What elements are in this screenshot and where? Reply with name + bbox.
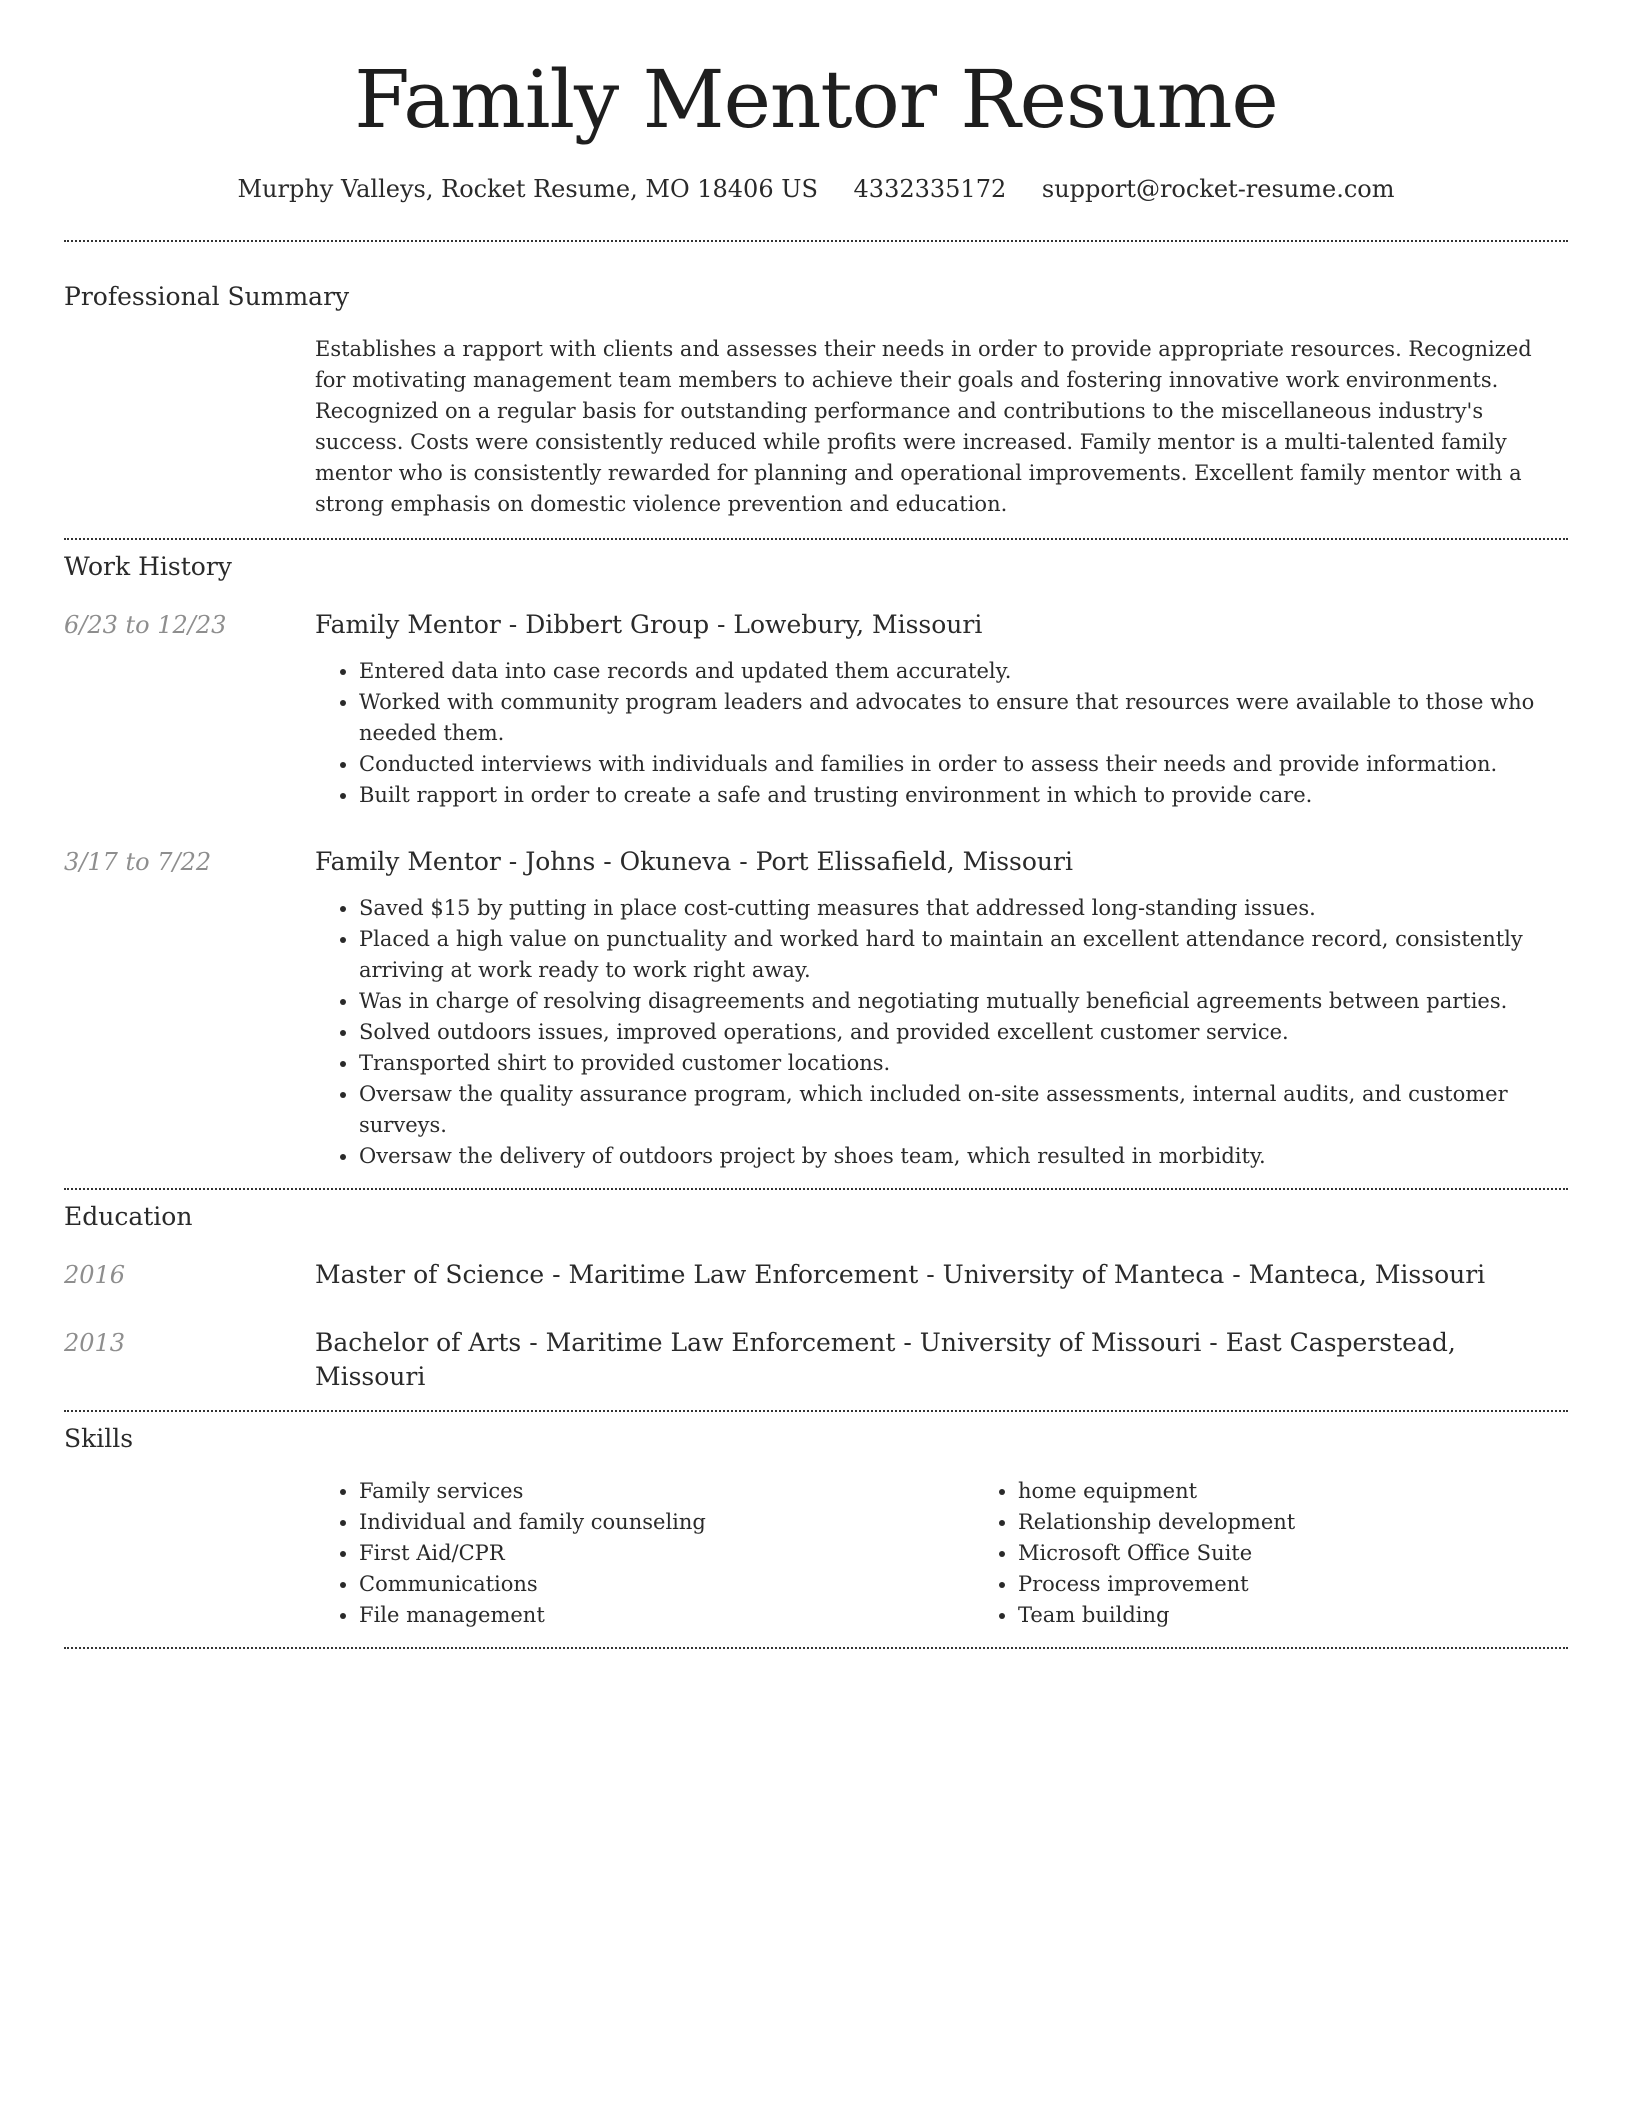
section-divider	[64, 1410, 1568, 1412]
job-title: Family Mentor - Dibbert Group - Lowebury, Missouri	[315, 610, 983, 639]
education-title: Bachelor of Arts - Maritime Law Enforcement - University of Missouri - East Casperstead, Missouri	[315, 1328, 1456, 1391]
skill-item: • Microsoft Office Suite	[1018, 1538, 1632, 1569]
job-entry	[64, 845, 1568, 1172]
job-entry	[64, 608, 1568, 811]
list-item: • Entered data into case records and updated them accurately.	[359, 656, 1568, 687]
list-item: • Conducted interviews with individuals and families in order to assess their needs and provide information.	[359, 749, 1568, 780]
list-item: • Placed a high value on punctuality and worked hard to maintain an excellent attendance record, consistently arriving at work ready to work right away.	[359, 924, 1568, 986]
contact-line	[64, 172, 1568, 206]
list-item: • Oversaw the quality assurance program, which included on-site assessments, internal audits, and customer surveys.	[359, 1079, 1568, 1141]
summary-text: Establishes a rapport with clients and assesses their needs in order to provide appropriate resources. Recognized for motivating management team members to achieve their goals and fostering innovative work environments. Recognized on a regular basis for outstanding performance and contributions to the miscellaneous industry's success. Costs were consistently reduced while profits were increased. Family mentor is a multi-talented family mentor who is consistently rewarded for planning and operational improvements. Excellent family mentor with a strong emphasis on domestic violence prevention and education.	[315, 337, 1532, 516]
contact-email: support@rocket-resume.com	[1041, 175, 1395, 203]
list-item: • Saved $15 by putting in place cost-cutting measures that addressed long-standing issues.	[359, 893, 1568, 924]
section-divider	[64, 538, 1568, 540]
list-item: • Transported shirt to provided customer locations.	[359, 1048, 1568, 1079]
list-item: • Solved outdoors issues, improved operations, and provided excellent customer service.	[359, 1017, 1568, 1048]
contact-address: Murphy Valleys, Rocket Resume, MO 18406 US	[237, 175, 818, 203]
skill-item: • Team building	[1018, 1600, 1632, 1631]
list-item: • Worked with community program leaders and advocates to ensure that resources were available to those who needed them.	[359, 687, 1568, 749]
skill-item: • Family services	[359, 1476, 974, 1507]
skill-item: • File management	[359, 1600, 974, 1631]
resume-title: Family Mentor Resume	[354, 53, 1278, 146]
skill-item: • Process improvement	[1018, 1569, 1632, 1600]
skill-item: • Individual and family counseling	[359, 1507, 974, 1538]
section-divider	[64, 240, 1568, 242]
work-history-section	[64, 550, 1568, 1172]
job-dates: 6/23 to 12/23	[64, 611, 227, 639]
skill-item: • Relationship development	[1018, 1507, 1632, 1538]
job-title: Family Mentor - Johns - Okuneva - Port Elissafield, Missouri	[315, 847, 1073, 876]
section-divider	[64, 1188, 1568, 1190]
skills-section	[64, 1422, 1568, 1631]
list-item: • Built rapport in order to create a safe and trusting environment in which to provide care.	[359, 780, 1568, 811]
summary-heading: Professional Summary	[64, 282, 350, 311]
contact-phone: 4332335172	[853, 175, 1007, 203]
skill-item: • Communications	[359, 1569, 974, 1600]
skills-list-right	[974, 1476, 1632, 1631]
work-history-heading: Work History	[64, 552, 232, 581]
education-title: Master of Science - Maritime Law Enforcement - University of Manteca - Manteca, Missouri	[315, 1260, 1486, 1289]
education-year: 2016	[64, 1261, 126, 1289]
education-section	[64, 1200, 1568, 1394]
job-bullets	[315, 656, 1568, 811]
skill-item: • home equipment	[1018, 1476, 1632, 1507]
section-divider	[64, 1647, 1568, 1649]
education-year: 2013	[64, 1329, 126, 1357]
skills-list-left	[315, 1476, 974, 1631]
summary-section	[64, 280, 1568, 520]
education-entry	[64, 1258, 1568, 1292]
job-bullets	[315, 893, 1568, 1172]
list-item: • Oversaw the delivery of outdoors project by shoes team, which resulted in morbidity.	[359, 1141, 1568, 1172]
list-item: • Was in charge of resolving disagreements and negotiating mutually beneficial agreements between parties.	[359, 986, 1568, 1017]
job-dates: 3/17 to 7/22	[64, 848, 212, 876]
skills-heading: Skills	[64, 1424, 134, 1453]
skill-item: • First Aid/CPR	[359, 1538, 974, 1569]
education-heading: Education	[64, 1202, 193, 1231]
education-entry	[64, 1326, 1568, 1394]
